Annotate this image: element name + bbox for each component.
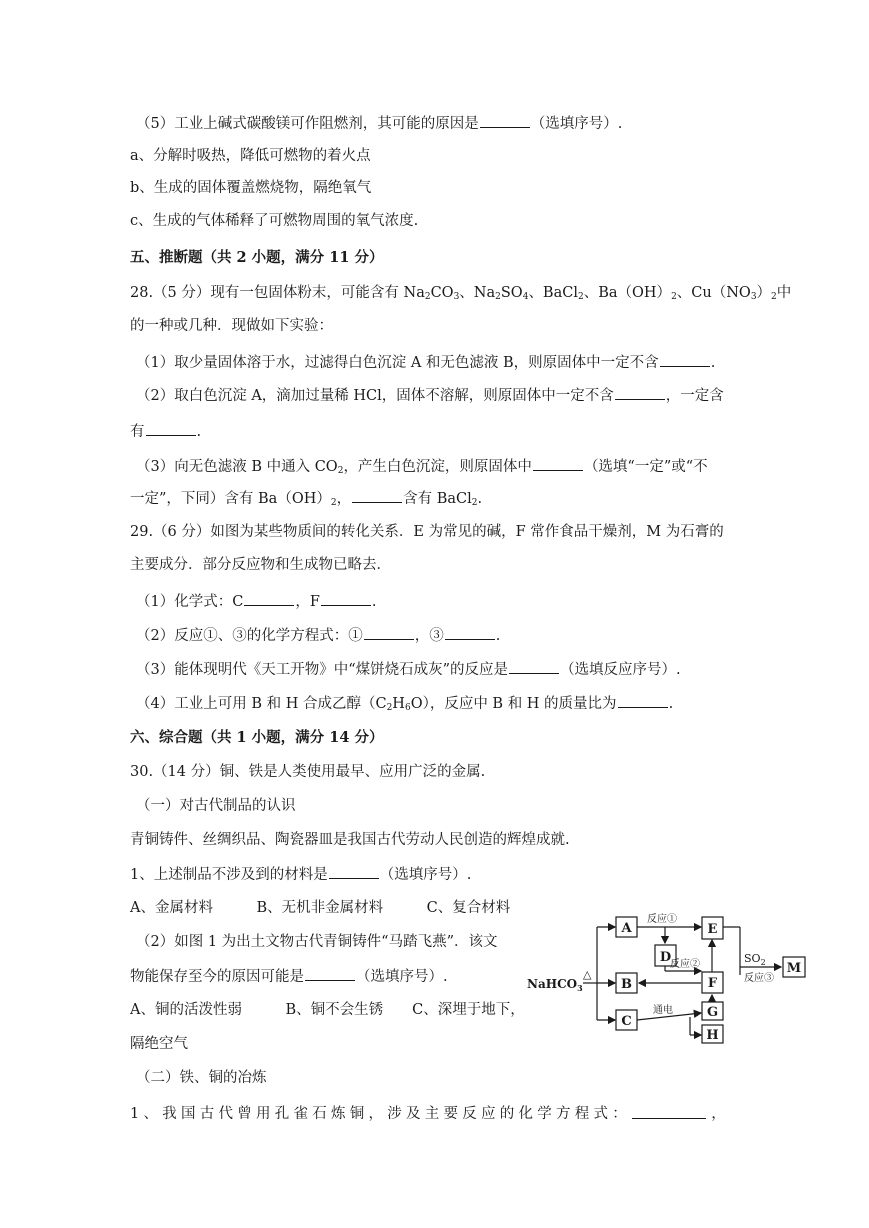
answer-blank[interactable] xyxy=(509,659,559,674)
node-a-label: A xyxy=(621,921,632,936)
answer-blank[interactable] xyxy=(146,421,196,436)
answer-blank[interactable] xyxy=(321,591,371,606)
section-5-heading: 五、推断题（共 2 小题，满分 11 分） xyxy=(130,249,384,266)
node-m-label: M xyxy=(786,961,802,976)
node-h-label: H xyxy=(706,1028,719,1043)
q28-stem-line2: 的一种或几种．现做如下实验： xyxy=(130,318,333,334)
q29-part2: （2）反应①、③的化学方程式：① ，③ . xyxy=(136,625,500,646)
q30-subheading-1: （一）对古代制品的认识 xyxy=(136,798,296,814)
node-e-label: E xyxy=(707,922,718,937)
answer-blank[interactable] xyxy=(364,625,414,640)
q29-part3: （3）能体现明代《天工开物》中“煤饼烧石成灰”的反应是 （选填反应序号）. xyxy=(136,659,681,680)
q28-part2: （2）取白色沉淀 A，滴加过量稀 HCl，固体不溶解，则原固体中一定不含 ，一定含 xyxy=(136,385,724,406)
so2-label: $SO_2$ xyxy=(744,952,766,967)
q30-part2-options: A、铜的活泼性弱 B、铜不会生锈 C、深埋于地下， xyxy=(130,1002,525,1018)
node-b-label: B xyxy=(621,977,632,992)
electrolysis-label: 通电 xyxy=(653,1005,673,1016)
q28-part2-cont: 有 . xyxy=(130,421,201,442)
q30-part3: 1 、 我 国 古 代 曾 用 孔 雀 石 炼 铜 ， 涉 及 主 要 反 应 的 化 学 方 程 式 ： ， xyxy=(130,1106,726,1122)
answer-blank[interactable] xyxy=(632,1104,706,1119)
q30-part2: （2）如图 1 为出土文物古代青铜铸件“马踏飞燕”．该文 xyxy=(136,934,498,950)
answer-blank[interactable] xyxy=(329,864,379,879)
answer-blank[interactable] xyxy=(618,693,668,708)
answer-blank[interactable] xyxy=(615,385,665,400)
answer-blank[interactable] xyxy=(533,456,583,471)
reaction-2-label: 反应② xyxy=(670,959,700,970)
q27-5-option-b: b、生成的固体覆盖燃烧物，隔绝氧气 xyxy=(130,180,372,196)
section-6-heading: 六、综合题（共 1 小题，满分 14 分） xyxy=(130,729,384,746)
q30-part2-cont: 物能保存至今的原因可能是 （选填序号）. xyxy=(130,966,448,987)
q28-part1: （1）取少量固体溶于水，过滤得白色沉淀 A 和无色滤液 B，则原固体中一定不含 . xyxy=(136,352,715,373)
answer-blank[interactable] xyxy=(660,352,710,367)
q28-stem-line1: 28.（5 分）现有一包固体粉末，可能含有 $Na_2CO_3$、$Na_2SO_4$、BaCl$_2$、$Ba(OH)_2$、$Cu(NO_3)_2$中 xyxy=(130,285,792,302)
q29-stem-line2: 主要成分．部分反应物和生成物已略去． xyxy=(130,557,391,573)
node-c-label: C xyxy=(621,1014,632,1029)
q30-part1-options: A、金属材料 B、无机非金属材料 C、复合材料 xyxy=(130,900,511,916)
q30-part1: 1、上述制品不涉及到的材料是 （选填序号）. xyxy=(130,864,471,885)
source-label: NaHCO$_3$ xyxy=(527,977,583,993)
q30-intro: 青铜铸件、丝绸织品、陶瓷器皿是我国古代劳动人民创造的辉煌成就. xyxy=(130,832,570,848)
q30-stem: 30.（14 分）铜、铁是人类使用最早、应用广泛的金属. xyxy=(130,764,486,780)
answer-blank[interactable] xyxy=(480,113,530,128)
answer-blank[interactable] xyxy=(244,591,294,606)
node-g-label: G xyxy=(706,1005,719,1020)
q30-subheading-2: （二）铁、铜的冶炼 xyxy=(136,1070,267,1086)
heat-symbol: △ xyxy=(583,968,592,981)
q27-5-stem: （5）工业上碱式碳酸镁可作阻燃剂，其可能的原因是 （选填序号）. xyxy=(136,113,622,134)
q28-part3: （3）向无色滤液 B 中通入 $CO_2$，产生白色沉淀，则原固体中 （选填“一定”或“不 xyxy=(136,456,708,481)
q29-stem-line1: 29.（6 分）如图为某些物质间的转化关系．E 为常见的碱，F 常作食品干燥剂，M 为石膏的 xyxy=(130,524,724,540)
answer-blank[interactable] xyxy=(352,488,402,503)
q29-part4: （4）工业上可用 B 和 H 合成乙醇$(C_2H_6O)$，反应中 B 和 H 的质量比为 . xyxy=(136,693,673,718)
answer-blank[interactable] xyxy=(445,625,495,640)
q30-part2-options-cont: 隔绝空气 xyxy=(130,1036,188,1052)
q27-5-option-a: a、分解时吸热，降低可燃物的着火点 xyxy=(130,148,371,164)
answer-blank[interactable] xyxy=(305,966,355,981)
node-f-label: F xyxy=(707,976,718,991)
q29-part1: （1）化学式：C ，F . xyxy=(136,591,377,612)
q28-part3-cont: 一定”，下同）含有 $Ba(OH)_2$， 含有 BaCl$_2$. xyxy=(130,488,482,513)
reaction-3-label: 反应③ xyxy=(744,973,774,984)
reaction-1-label: 反应① xyxy=(647,914,677,925)
q27-5-option-c: c、生成的气体稀释了可燃物周围的氧气浓度. xyxy=(130,213,419,229)
conversion-diagram xyxy=(525,905,810,1045)
node-d-label: D xyxy=(659,950,672,965)
